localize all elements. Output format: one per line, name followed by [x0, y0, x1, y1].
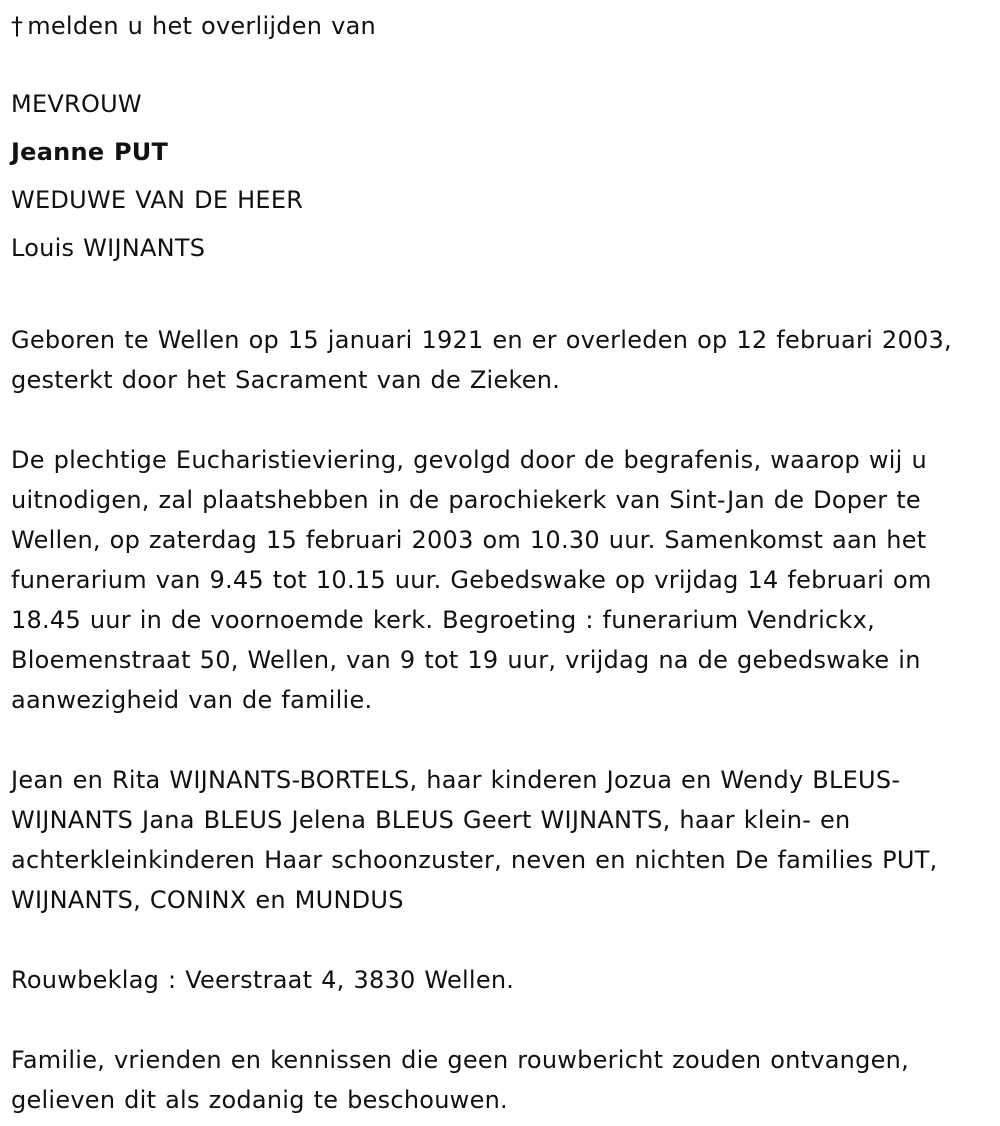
deceased-prefix: MEVROUW — [11, 90, 142, 118]
family-paragraph: Jean en Rita WIJNANTS-BORTELS, haar kinderen Jozua en Wendy BLEUS-WIJNANTS Jana BLEUS Jelena BLEUS Geert WIJNANTS, haar klein- en achterkleinkinderen Haar schoonzuster, neven en nichten De families PUT, WIJNANTS, CONINX en MUNDUS — [11, 766, 938, 914]
deceased-name: Jeanne PUT — [11, 138, 169, 166]
cross-icon: † — [11, 12, 24, 40]
deceased-relation: WEDUWE VAN DE HEER — [11, 186, 304, 214]
intro-line — [11, 0, 986, 52]
deceased-block — [11, 80, 986, 272]
notice-paragraph: Familie, vrienden en kennissen die geen rouwbericht zouden ontvangen, gelieven dit als zodanig te beschouwen. — [11, 1046, 909, 1114]
condolence-address: Rouwbeklag : Veerstraat 4, 3830 Wellen. — [11, 966, 515, 994]
obituary-document — [11, 0, 986, 1120]
spouse-name: Louis WIJNANTS — [11, 234, 206, 262]
ceremony-paragraph: De plechtige Eucharistieviering, gevolgd door de begrafenis, waarop wij u uitnodigen, zal plaatshebben in de parochiekerk van Sint-Jan de Doper te Wellen, op zaterdag 15 februari 2003 om 10.30 uur. Samenkomst aan het funerarium van 9.45 tot 10.15 uur. Gebedswake op vrijdag 14 februari om 18.45 uur in de voornoemde kerk. Begroeting : funerarium Vendrickx, Bloemenstraat 50, Wellen, van 9 tot 19 uur, vrijdag na de gebedswake in aanwezigheid van de familie. — [11, 446, 932, 714]
birth-death-paragraph: Geboren te Wellen op 15 januari 1921 en er overleden op 12 februari 2003, gesterkt door het Sacrament van de Zieken. — [11, 326, 952, 394]
intro-text: melden u het overlijden van — [27, 12, 376, 40]
